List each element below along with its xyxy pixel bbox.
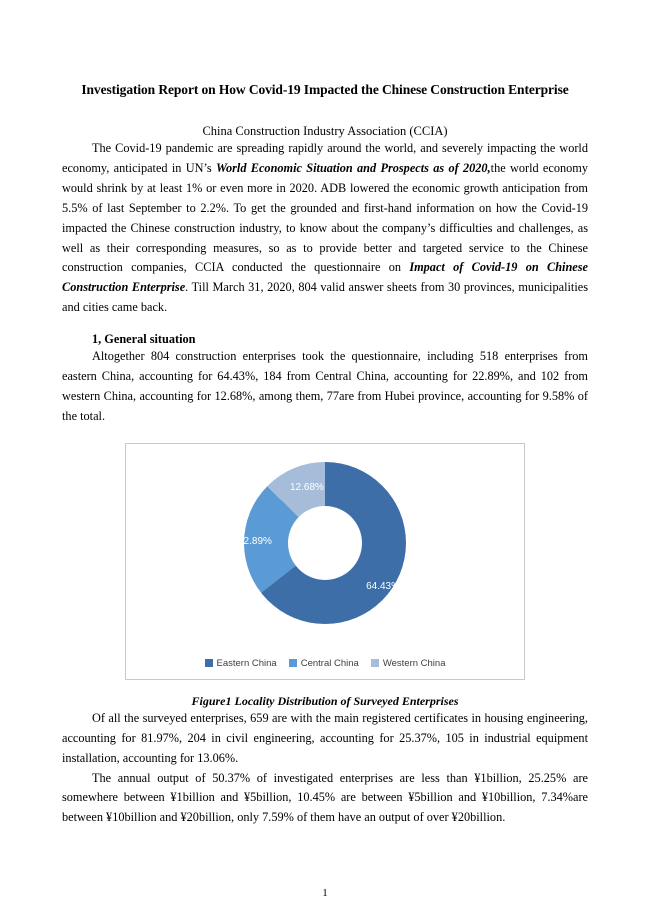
- slice-label-central: 22.89%: [238, 535, 272, 547]
- legend-item-eastern: [205, 658, 277, 669]
- figure-locality-distribution: [125, 443, 525, 680]
- section-heading-general-situation: 1, General situation: [92, 332, 196, 347]
- certificates-paragraph: Of all the surveyed enterprises, 659 are with the main registered certificates in housing engineering, accounting for 81.97%, 204 in civil engineering, accounting for 25.37%, 105 in industrial equipment installation, accounting for 13.06%.: [62, 710, 588, 765]
- intro-text-part-2: the world economy would shrink by at least 1% or even more in 2020. ADB lowered the economic growth anticipation from 5.5% of last September to 2.2%. To get the grounded and first-hand information on how the Covid-19 impacted the Chinese construction industry, to know about the company’s difficulties and challenges, as well as their corresponding measures, so as to provide better and targeted service to the Chinese construction companies, CCIA conducted the questionnaire on: [62, 160, 589, 275]
- page-number: 1: [322, 887, 328, 899]
- intro-emphasis-1: World Economic Situation and Prospects as of 2020,: [215, 160, 491, 175]
- donut-chart: [238, 462, 406, 624]
- intro-text-part-1: The Covid-19 pandemic are spreading rapidly around the world, and severely impacting the world economy, anticipated in UN’s: [62, 141, 588, 175]
- slice-label-eastern: 64.43%: [366, 580, 400, 592]
- legend-label-eastern: Eastern China: [216, 657, 277, 669]
- legend-swatch-central: [289, 659, 297, 667]
- slice-label-western: 12.68%: [290, 481, 324, 493]
- intro-paragraph: [62, 139, 588, 318]
- legend-label-western: Western China: [382, 657, 446, 669]
- donut-hole: [288, 506, 362, 580]
- annual-output-paragraph: The annual output of 50.37% of investigated enterprises are less than ¥1billion, 25.25% are somewhere between ¥1billion and ¥5billion, 10.45% are between ¥5billion and ¥10billion, 7.34%are between ¥10billion and ¥20billion, only 7.59% of them have an output of over ¥20billion.: [62, 770, 588, 825]
- intro-text-part-3: . Till March 31, 2020, 804 valid answer sheets from 30 provinces, municipalities and cities came back.: [62, 280, 588, 315]
- legend-item-western: [371, 658, 446, 669]
- legend-item-central: [289, 658, 359, 669]
- figure-caption: Figure1 Locality Distribution of Surveyed Enterprises: [191, 693, 459, 708]
- intro-emphasis-2: Impact of Covid-19 on Chinese Construction Enterprise: [62, 260, 588, 295]
- donut-ring: [238, 462, 406, 624]
- document-author: China Construction Industry Association (CCIA): [202, 124, 448, 138]
- page-title: Investigation Report on How Covid-19 Impacted the Chinese Construction Enterprise: [81, 82, 569, 97]
- legend-label-central: Central China: [300, 657, 359, 669]
- legend-swatch-western: [371, 659, 379, 667]
- chart-legend: [126, 658, 524, 669]
- legend-swatch-eastern: [205, 659, 213, 667]
- general-situation-paragraph: Altogether 804 construction enterprises took the questionnaire, including 518 enterprises from eastern China, accounting for 64.43%, 184 from Central China, accounting for 22.89%, and 102 from western China, accounting for 12.68%, among them, 77are from Hubei province, accounting for 9.58% of the total.: [62, 349, 588, 423]
